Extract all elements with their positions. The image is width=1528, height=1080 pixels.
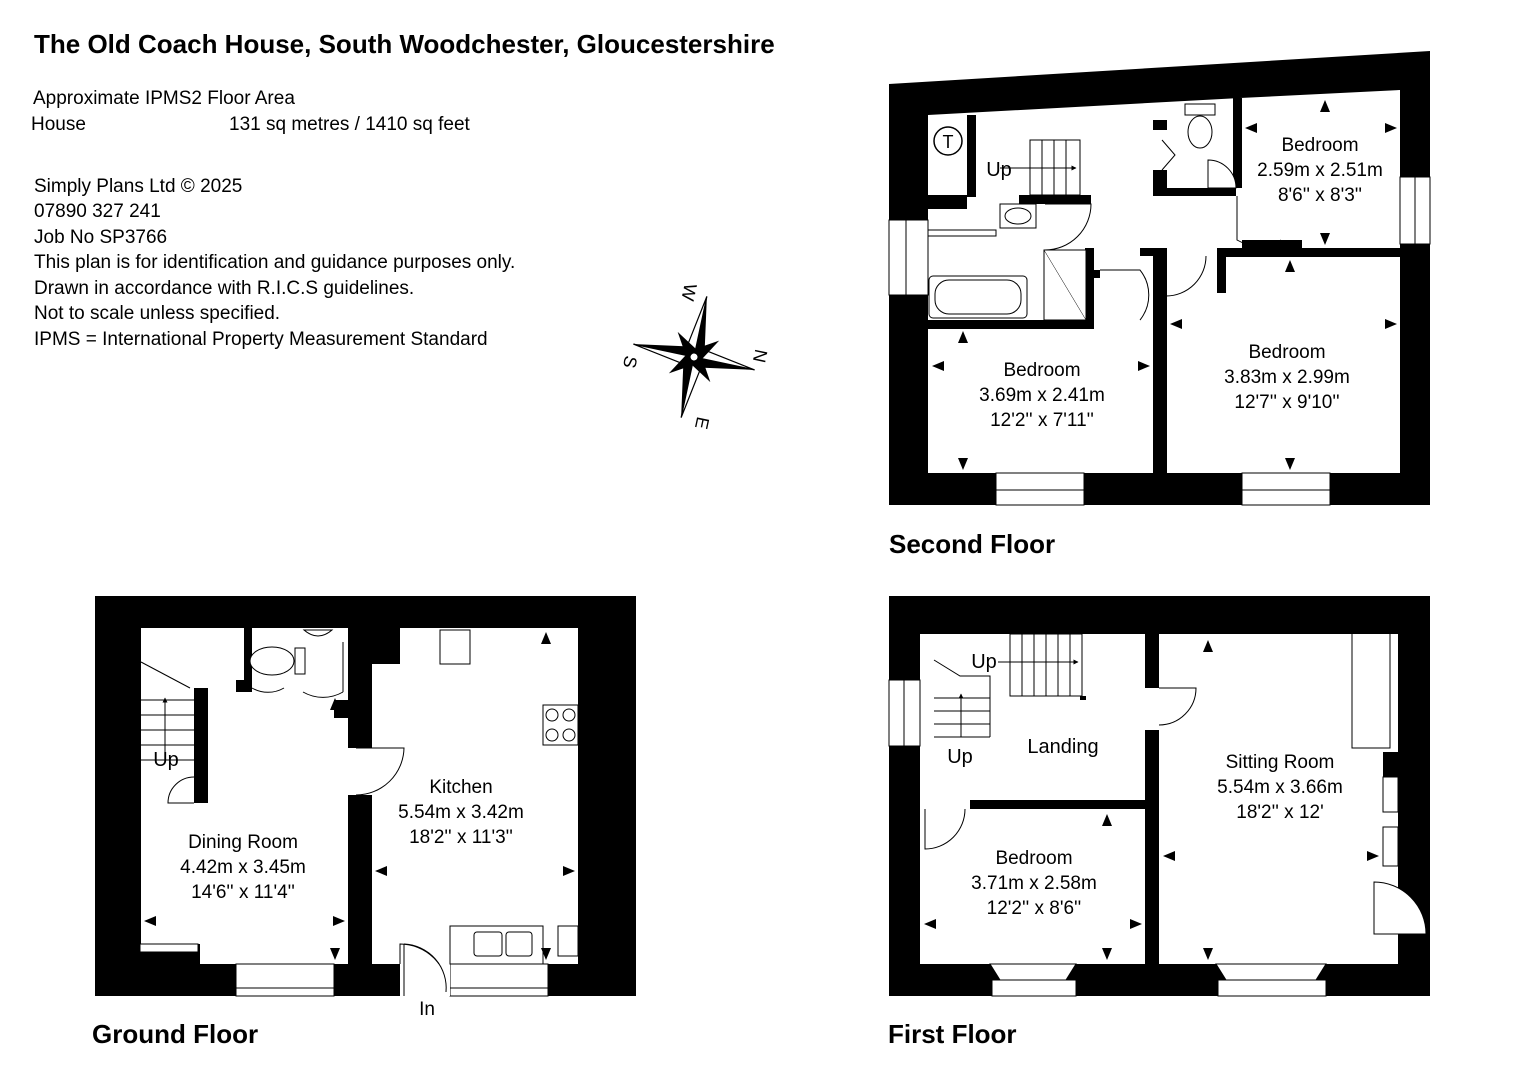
compass-rose [619, 282, 771, 431]
note-scale: Not to scale unless specified. [34, 303, 281, 324]
compass-e: E [690, 415, 714, 431]
sitting-imperial: 18'2'' x 12' [1236, 802, 1324, 823]
dining-name: Dining Room [188, 832, 298, 853]
ground-floor-label: Ground Floor [92, 1019, 259, 1049]
bedroom-top-metric: 2.59m x 2.51m [1257, 160, 1383, 181]
sink-icon [474, 932, 502, 956]
compass-w: W [677, 281, 701, 303]
kitchen-imperial: 18'2'' x 11'3'' [409, 827, 513, 848]
first-floor-label: First Floor [888, 1019, 1017, 1049]
bedroom-top-name: Bedroom [1281, 135, 1359, 156]
second-floor-label: Second Floor [889, 529, 1056, 559]
sitting-metric: 5.54m x 3.66m [1217, 777, 1343, 798]
area-label: House [31, 114, 86, 135]
note-phone: 07890 327 241 [34, 201, 161, 222]
first-bedroom-imperial: 12'2'' x 8'6'' [986, 898, 1082, 919]
note-rics: Drawn in accordance with R.I.C.S guidelines. [34, 278, 415, 299]
landing-label: Landing [1027, 736, 1099, 758]
second-floor-plan [889, 51, 1430, 505]
bedroom-left-name: Bedroom [1003, 360, 1081, 381]
first-bedroom-name: Bedroom [995, 848, 1073, 869]
kitchen-metric: 5.54m x 3.42m [398, 802, 524, 823]
first-stairs-lower-label: Up [947, 746, 973, 768]
bedroom-right-metric: 3.83m x 2.99m [1224, 367, 1350, 388]
bedroom-top-imperial: 8'6'' x 8'3'' [1277, 185, 1363, 206]
dining-metric: 4.42m x 3.45m [180, 857, 306, 878]
bedroom-right-name: Bedroom [1248, 342, 1326, 363]
first-floor-plan [889, 596, 1430, 996]
kitchen-name: Kitchen [429, 777, 493, 798]
bedroom-left-metric: 3.69m x 2.41m [979, 385, 1105, 406]
note-job-number: Job No SP3766 [34, 227, 168, 248]
sitting-name: Sitting Room [1225, 752, 1335, 773]
compass-n: N [748, 347, 772, 365]
ground-floor-plan [95, 596, 636, 1020]
bath-icon [935, 280, 1021, 314]
bedroom-right-imperial: 12'7'' x 9'10'' [1234, 392, 1340, 413]
note-ipms: IPMS = International Property Measurement Standard [34, 329, 488, 350]
first-bedroom-metric: 3.71m x 2.58m [971, 873, 1097, 894]
compass-s: S [618, 354, 642, 370]
dining-imperial: 14'6'' x 11'4'' [191, 882, 295, 903]
note-copyright: Simply Plans Ltd © 2025 [34, 176, 243, 197]
toilet-icon [1185, 104, 1215, 115]
ground-stairs-label: Up [153, 749, 179, 771]
ground-toilet-icon [250, 647, 294, 675]
area-value: 131 sq metres / 1410 sq feet [229, 114, 470, 135]
second-tank-label: T [942, 132, 954, 152]
area-heading: Approximate IPMS2 Floor Area [33, 88, 295, 109]
second-stairs-label: Up [986, 159, 1012, 181]
entrance-label: In [419, 999, 435, 1020]
first-stairs-upper-label: Up [971, 651, 997, 673]
bedroom-left-imperial: 12'2'' x 7'11'' [990, 410, 1094, 431]
note-disclaimer: This plan is for identification and guidance purposes only. [34, 252, 516, 273]
page-title: The Old Coach House, South Woodchester, Gloucestershire [34, 29, 775, 59]
